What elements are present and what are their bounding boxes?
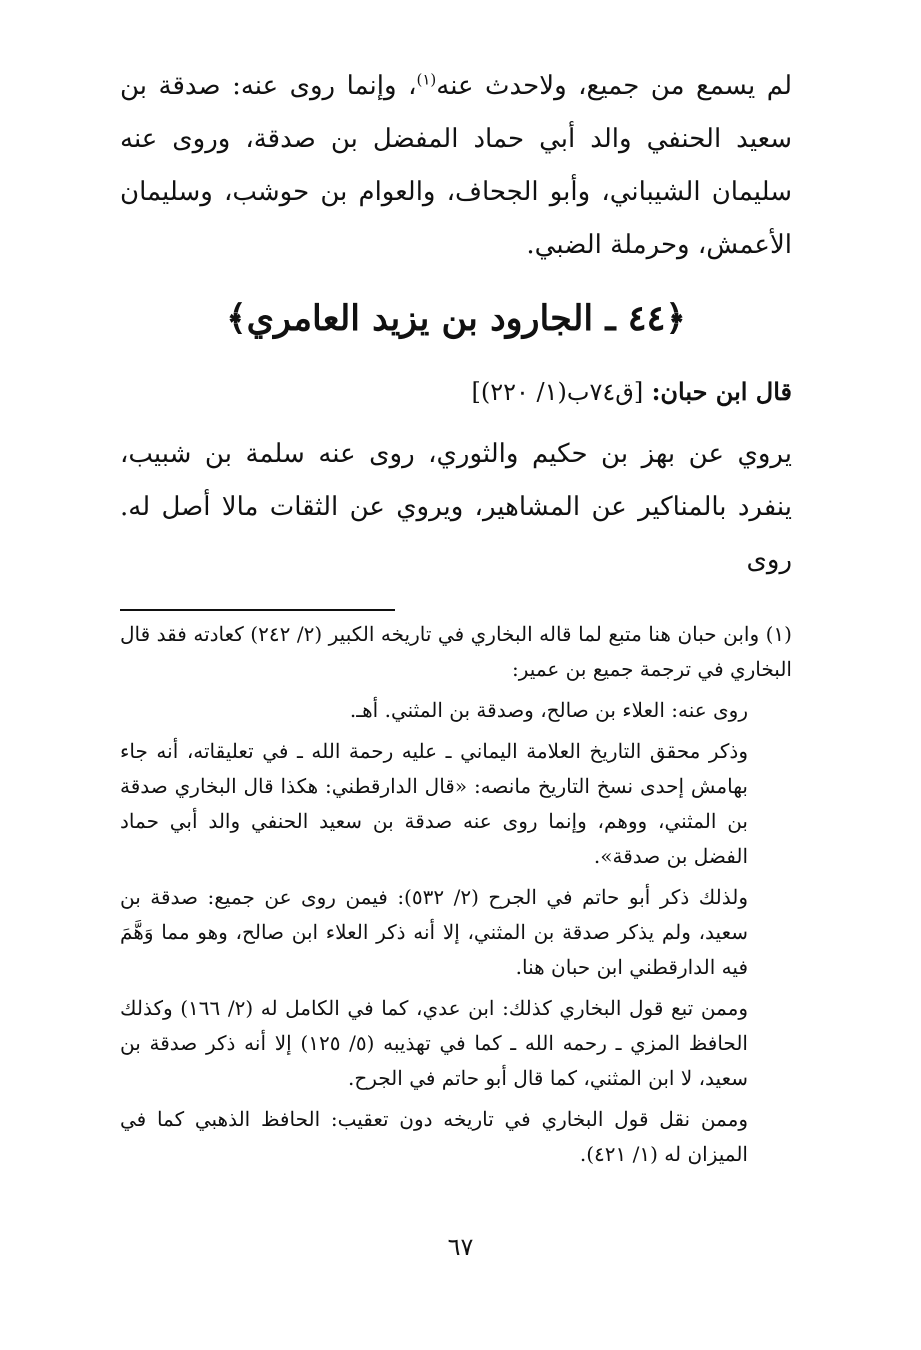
entry-heading: ﴿٤٤ ـ الجارود بن يزيد العامري﴾ bbox=[226, 298, 686, 339]
source-speaker: قال ابن حبان: bbox=[651, 377, 792, 406]
footnote-separator bbox=[120, 609, 395, 611]
top-paragraph-text-a: لم يسمع من جميع، ولاحدث عنه bbox=[436, 71, 793, 101]
page-body bbox=[120, 60, 792, 1178]
footnote-marker: (١) bbox=[416, 70, 437, 89]
footnote-editor-note: وذكر محقق التاريخ العلامة اليماني ـ عليه رحمة الله ـ في تعليقاته، أنه جاء بهامش إحدى نسخ التاريخ مانصه: «قال الدارقطني: هكذا قال البخاري صدقة بن المثني، ووهم، وإنما روى عنه صدقة بن سعيد الحنفي والد أبي حماد الفضل بن صدقة». bbox=[120, 739, 748, 868]
entry-paragraph: يروي عن بهز بن حكيم والثوري، روى عنه سلمة بن شبيب، ينفرد بالمناكير عن المشاهير، ويروي عن الثقات مالا أصل له. روى bbox=[120, 439, 792, 575]
footnote-1-intro: (١) وابن حبان هنا متبع لما قاله البخاري في تاريخه الكبير (٢/ ٢٤٢) كعادته فقد قال البخاري في ترجمة جميع بن عمير: bbox=[120, 622, 792, 681]
page-number: ٦٧ bbox=[447, 1233, 474, 1261]
top-paragraph-text-b: ، وإنما روى عنه: صدقة بن سعيد الحنفي والد أبي حماد المفضل بن صدقة، وروى عنه سليمان الشيباني، وأبو الجحاف، والعوام بن حوشب، وسليمان الأعمش، وحرملة الضبي. bbox=[120, 71, 792, 260]
footnotes bbox=[120, 617, 792, 1172]
footnote-followers: وممن تبع قول البخاري كذلك: ابن عدي، كما في الكامل له (٢/ ١٦٦) وكذلك الحافظ المزي ـ رحمه الله ـ كما في تهذيبه (٥/ ١٢٥) إلا أنه ذكر صدقة بن سعيد، لا ابن المثني، كما قال أبو حاتم في الجرح. bbox=[120, 996, 748, 1090]
source-line bbox=[120, 370, 792, 414]
top-paragraph bbox=[120, 60, 792, 272]
footnote-quote: روى عنه: العلاء بن صالح، وصدقة بن المثني. أهـ. bbox=[349, 698, 748, 722]
source-reference: [ق٧٤ب(١/ ٢٢٠)] bbox=[471, 378, 644, 406]
footnote-dhahabi: وممن نقل قول البخاري في تاريخه دون تعقيب: الحافظ الذهبي كما في الميزان له (١/ ٤٢١). bbox=[120, 1107, 748, 1166]
footnote-abu-hatim: ولذلك ذكر أبو حاتم في الجرح (٢/ ٥٣٢): فيمن روى عن جميع: صدقة بن سعيد، ولم يذكر صدقة بن المثني، إلا أنه ذكر العلاء ابن صالح، وهو مما وَهَّمَ فيه الدارقطني ابن حبان هنا. bbox=[120, 885, 748, 979]
